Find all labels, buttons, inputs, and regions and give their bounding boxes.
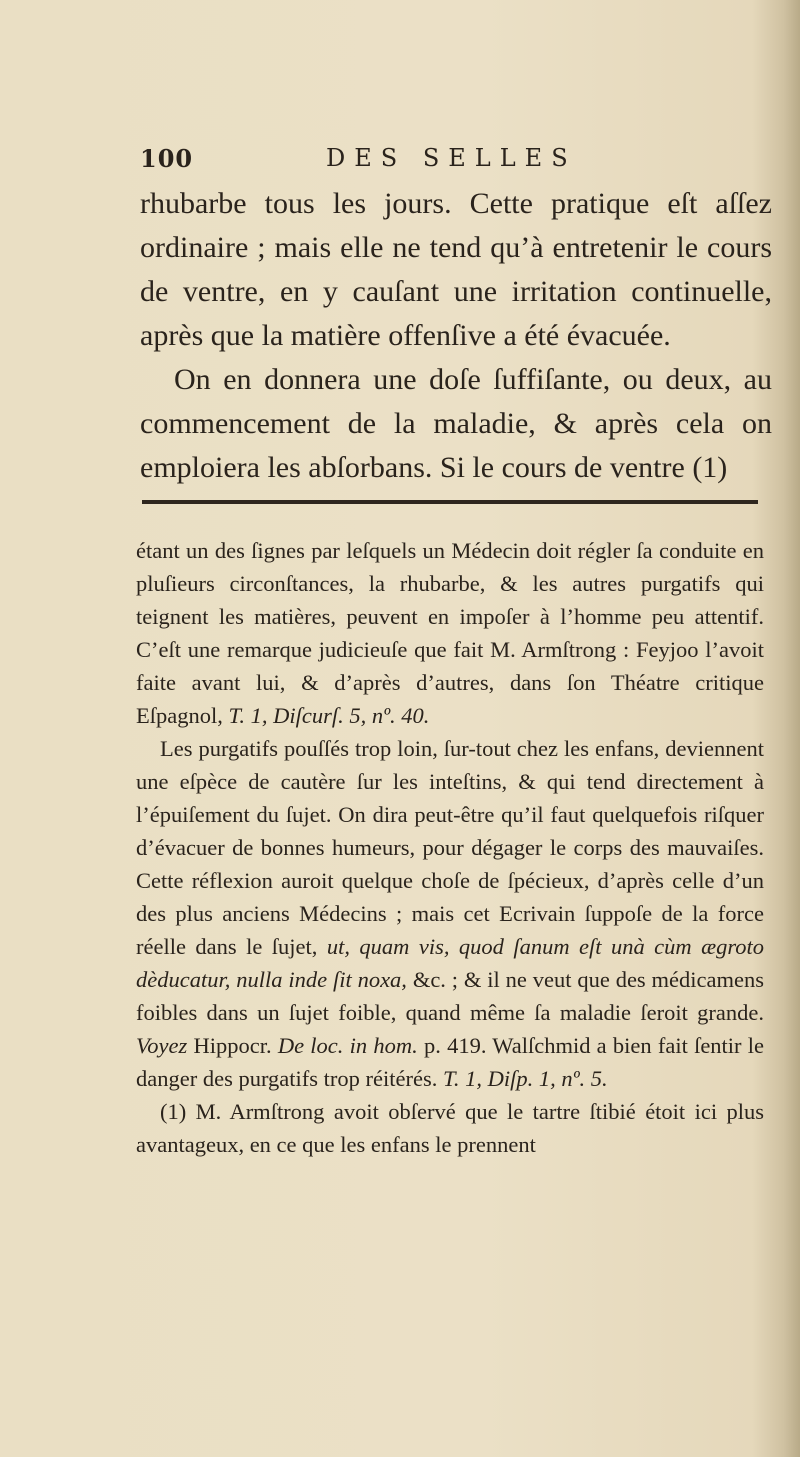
page-header xyxy=(140,138,780,178)
main-paragraph: rhubarbe tous les jours. Cette pratique eſt aſſez ordinaire ; mais elle ne tend qu’à entretenir le cours de ventre, en y cauſant une irritation continuelle, après que la matière offenſive a été évacuée. xyxy=(140,187,772,352)
latin-quotation: ut, quam vis, quod ſanum eſt unà cùm ægroto dèducatur, nulla inde ſit noxa, xyxy=(136,934,764,992)
page-number: 100 xyxy=(140,144,194,173)
footnote-reference: De loc. in hom. xyxy=(277,1033,418,1058)
footnote-paragraph: (1) M. Armſtrong avoit obſervé que le tartre ſtibié étoit ici plus avantageux, en ce que les enfans le prennent xyxy=(136,1099,764,1157)
footnote-text: p. 419. Walſchmid a bien fait ſentir le danger des purgatifs trop réitérés. xyxy=(136,1033,765,1091)
footnote-text: &c. ; & il ne veut que des médicamens foibles dans un ſujet foible, quand même ſa maladie ſeroit grande. xyxy=(136,967,765,1025)
footnotes xyxy=(136,534,764,1161)
footnote-paragraph xyxy=(136,732,764,1095)
footnote-reference: Voyez xyxy=(136,1033,188,1058)
footnote-text: Les purgatifs pouſſés trop loin, ſur-tout chez les enfans, deviennent une eſpèce de cautère ſur les inteſtins, & qui tend directement à l’épuiſement du ſujet. On dira peut-être qu’il faut quelquefois riſquer d’évacuer de bonnes humeurs, pour dégager le corps des mauvaiſes. Cette réflexion auroit quelque choſe de ſpécieux, d’après celle d’un des plus anciens Médecins ; mais cet Ecrivain ſuppoſe de la force réelle dans le ſujet, xyxy=(136,736,764,959)
footnote-paragraph xyxy=(136,534,764,732)
footnote-reference: T. 1, Diſp. 1, nº. 5. xyxy=(442,1066,608,1091)
footnote-divider xyxy=(142,500,758,504)
footnote-text: étant un des ſignes par leſquels un Médecin doit régler ſa conduite en pluſieurs circonſtances, la rhubarbe, & les autres purgatifs qui teignent les matières, peuvent en impoſer à l’homme peu attentif. C’eſt une remarque judicieuſe que fait M. Armſtrong : Feyjoo l’avoit faite avant lui, & d’après d’autres, dans ſon Théatre critique Eſpagnol, xyxy=(136,538,764,728)
main-paragraph: On en donnera une doſe ſuffiſante, ou deux, au commencement de la maladie, & après cela on emploiera les abſorbans. Si le cours de ventre (1) xyxy=(140,363,772,484)
footnote-reference: T. 1, Diſcurſ. 5, nº. 40. xyxy=(228,703,430,728)
main-text xyxy=(140,182,772,490)
running-head: DES SELLES xyxy=(326,144,577,172)
footnote-text: Hippocr. xyxy=(193,1033,272,1058)
